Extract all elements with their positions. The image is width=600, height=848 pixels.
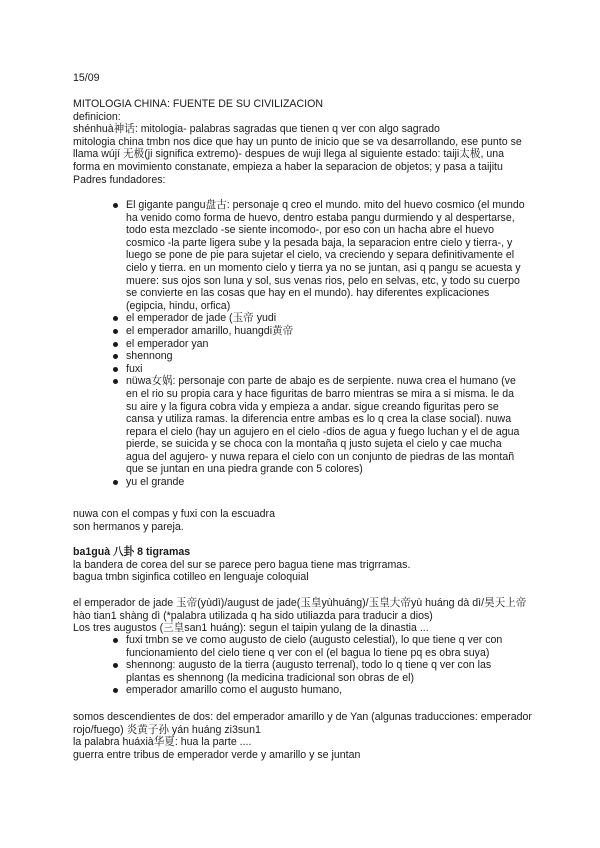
list-item: yu el grande: [126, 476, 528, 489]
founders-list: [126, 199, 528, 489]
bullet-icon: [113, 367, 118, 372]
bullet-icon: [113, 663, 118, 668]
bullet-icon: [113, 342, 118, 347]
bullet-icon: [113, 203, 118, 208]
bullet-icon: [113, 480, 118, 485]
definition-label: definicion:: [73, 110, 121, 123]
list-item: shennong: augusto de la tierra (augusto terrenal), todo lo q tiene q ver con las plantas es shennong (la medicina tradicional son obras de el): [126, 659, 528, 684]
list-item: el emperador yan: [126, 338, 528, 351]
list-item: nüwa女娲: personaje con parte de abajo es de serpiente. nuwa crea el humano (ve en el rio su propia cara y hace figuritas de barro mientras se mira a si misma. le da su aire y la figura cobra vida y empieza a andar. sigue creando figuritas pero se cansa y utiliza ramas. la diferencia entre ambas es lo q crea la clase social). nuwa repara el cielo (hay un agujero en el cielo -dios de agua y fuego luchan y el de agua pierde, se suicida y se choca con la montaña q justo sujeta el cielo y cae mucha agua del agujero- y nuwa repara el cielo con un conjunto de piedras de las montañ que se juntan en una piedra grande con 5 colores): [126, 375, 528, 476]
text-line: son hermanos y pareja.: [73, 520, 184, 533]
bullet-icon: [113, 688, 118, 693]
bullet-icon: [113, 379, 118, 384]
list-item: el emperador amarillo, huangdi黄帝: [126, 325, 528, 338]
list-item: fuxi: [126, 363, 528, 376]
bagua-title: ba1guà 八卦 8 tigramas: [73, 546, 191, 558]
text-line: somos descendientes de dos: del emperador amarillo y de Yan (algunas traducciones: emperador rojo/fuego) 炎黄子孙 yán huáng zi3sun1: [73, 711, 532, 736]
text-line: bagua tmbn siginfica cotilleo en lenguaje coloquial: [73, 571, 309, 584]
list-item: emperador amarillo como el augusto humano,: [126, 684, 528, 697]
closing-section: [73, 711, 533, 761]
text-line: la palabra huáxià华夏: hua la parte ....: [73, 736, 252, 749]
intro-section: [73, 98, 533, 186]
list-item: el emperador de jade (玉帝 yudi: [126, 312, 528, 325]
text-line: nuwa con el compas y fuxi con la escuadra: [73, 508, 275, 520]
intro-line: shénhuà神话: mitologia- palabras sagradas que tienen q ver con algo sagrado: [73, 123, 440, 136]
bullet-icon: [113, 354, 118, 359]
emperor-section: [73, 597, 533, 635]
text-line: la bandera de corea del sur se parece pero bagua tiene mas trigrramas.: [73, 558, 411, 571]
intro-line: Padres fundadores:: [73, 173, 166, 186]
intro-line: mitologia china tmbn nos dice que hay un punto de inicio que se va desarrollando, ese punto se llama wújí 无极(ji significa extremo)- despues de wuji llega al siguiente estado: taiji太极, una forma en movimiento constanate, empieza a haber la separacion de objetos; y pasa a taijitu: [73, 135, 522, 173]
bagua-section: [73, 546, 523, 584]
list-item: fuxi tmbn se ve como augusto de cielo (augusto celestial), lo que tiene q ver con funcionamiento del cielo tiene q ver con el (el bagua lo tiene pq es obra suya): [126, 634, 528, 659]
list-item: El gigante pangu盘古: personaje q creo el mundo. mito del huevo cosmico (el mundo ha venido como forma de huevo, dentro estaba pangu durmiendo y al despertarse, todo esta mezclado -se siente incomodo-, por eso con un hacha abre el huevo cosmico -la parte ligera sube y la pesada baja, la separacion entre cielo y tierra-, y luego se pone de pie para sujetar el cielo, va creciendo y separa definitivamente el cielo y tierra. en un momento cielo y tierra ya no se juntan, asi q pangu se acuesta y muere: sus ojos son luna y sol, sus venas rios, pelo en selvas, etc, y todo su cuerpo se convierte en las cosas que hay en el mundo). hay diferentes explicaciones (egipcia, hindu, orfica): [126, 199, 528, 312]
text-line: guerra entre tribus de emperador verde y amarillo y se juntan: [73, 748, 361, 761]
bullet-icon: [113, 316, 118, 321]
list-item: shennong: [126, 350, 528, 363]
nuwa-section: [73, 508, 523, 533]
augustos-list: [126, 634, 528, 697]
heading: MITOLOGIA CHINA: FUENTE DE SU CIVILIZACION: [73, 98, 323, 110]
bullet-icon: [113, 638, 118, 643]
date: 15/09: [73, 72, 100, 84]
text-line: el emperador de jade 玉帝(yùdì)/august de jade(玉皇yùhuáng)/玉皇大帝yù huáng dà dì/昊天上帝hào tian1 shàng dì (*palabra utilizada q ha sido utiliazda para traducir a dios): [73, 597, 527, 622]
text-line: Los tres augustos (三皇san1 huáng): segun el taipin yulang de la dinastia ...: [73, 622, 429, 635]
bullet-icon: [113, 329, 118, 334]
